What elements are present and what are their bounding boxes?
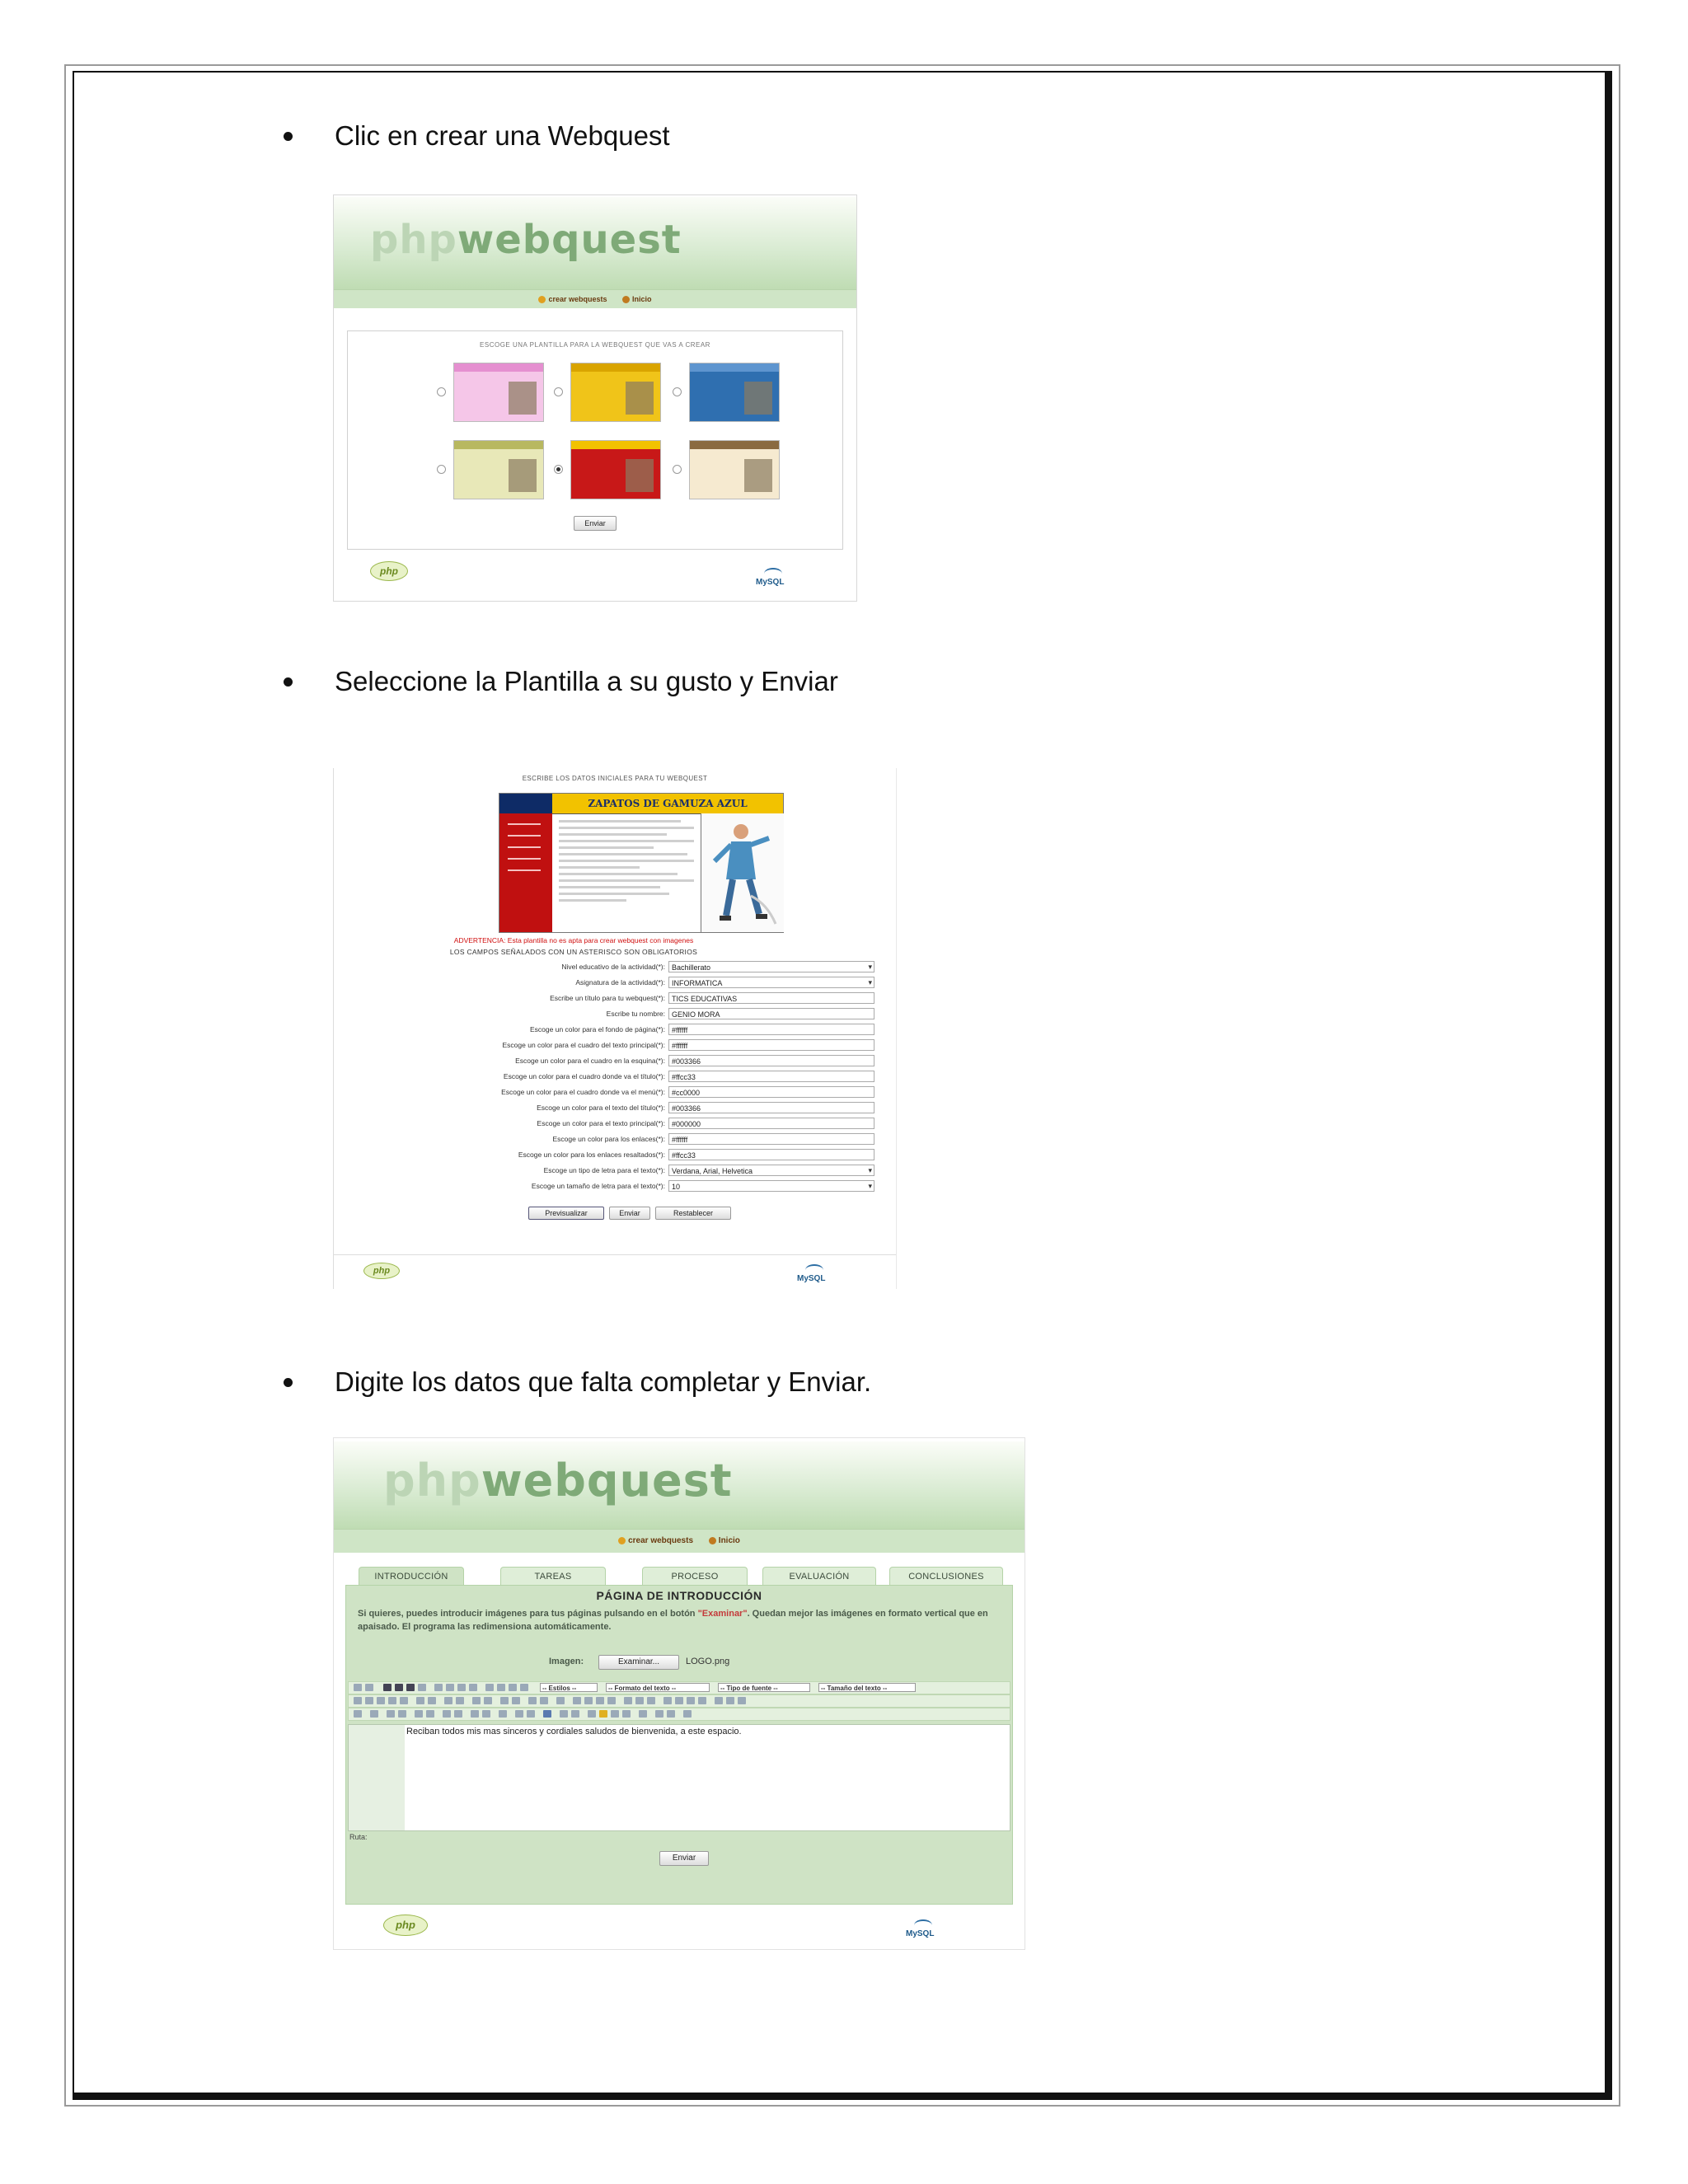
field-label: Escoge un color para los enlaces(*): [552, 1135, 665, 1143]
panel-caption: ESCOGE UNA PLANTILLA PARA LA WEBQUEST QUE VAS A CREAR [480, 341, 710, 349]
required-note: LOS CAMPOS SEÑALADOS CON UN ASTERISCO SON OBLIGATORIOS [449, 948, 698, 956]
mysql-logo: MySQL [797, 1274, 826, 1283]
template-preview [499, 793, 784, 933]
step-3-text: Digite los datos que falta completar y Enviar. [335, 1366, 872, 1397]
field-label: Escoge un color para el fondo de página(*): [530, 1025, 665, 1033]
browse-button[interactable]: Examinar... [598, 1655, 679, 1670]
path-label: Ruta: [349, 1833, 368, 1841]
template-thumbnail-3[interactable] [689, 363, 780, 422]
nav-link-create[interactable]: crear webquests [538, 295, 607, 303]
field-select[interactable]: Bachillerato ▾ [668, 961, 874, 972]
bullet-dot [284, 132, 293, 141]
editor-toolbar-3 [348, 1708, 1010, 1721]
screenshot-initial-data-form [333, 768, 897, 1289]
field-input[interactable]: #003366 [668, 1102, 874, 1113]
submit-button[interactable]: Enviar [574, 516, 617, 531]
nav-link-home[interactable]: Inicio [622, 295, 652, 303]
nav-link-create[interactable]: crear webquests [618, 1536, 693, 1545]
field-label: Nivel educativo de la actividad(*): [561, 963, 665, 971]
template-radio-5[interactable] [554, 465, 563, 474]
site-logo: phpwebquest [383, 1455, 733, 1507]
preview-corner [499, 794, 552, 813]
editor-toolbar-1 [348, 1681, 1010, 1694]
preview-menu [499, 813, 552, 932]
form-row [334, 1086, 897, 1100]
dancer-figure-icon [701, 813, 784, 932]
field-select[interactable]: Verdana, Arial, Helvetica ▾ [668, 1165, 874, 1176]
form-row [334, 992, 897, 1006]
template-radio-3[interactable] [673, 387, 682, 396]
template-thumbnail-1[interactable] [453, 363, 544, 422]
php-logo: php [363, 1263, 400, 1279]
site-header [334, 1441, 1025, 1529]
field-label: Escoge un color para el cuadro del texto principal(*): [502, 1041, 665, 1049]
intro-instructions: Si quieres, puedes introducir imágenes para tus páginas pulsando en el botón "Examinar". Quedan mejor las imágenes en formato vertical que en apaisado. El programa las redimensiona automáticamente. [358, 1609, 988, 1632]
field-input[interactable]: #ffffff [668, 1024, 874, 1035]
tab-conclusiones[interactable]: CONCLUSIONES [889, 1567, 1003, 1586]
bullet-dot [284, 677, 293, 687]
top-nav [334, 1529, 1025, 1553]
editor-toolbar-2 [348, 1694, 1010, 1708]
template-panel [347, 330, 843, 550]
field-input[interactable]: #ffffff [668, 1039, 874, 1051]
field-input[interactable]: #ffffff [668, 1133, 874, 1145]
field-input[interactable]: GENIO MORA [668, 1008, 874, 1019]
nav-link-home[interactable]: Inicio [709, 1536, 740, 1545]
tab-introduccion[interactable]: INTRODUCCIÓN [359, 1567, 464, 1586]
field-input[interactable]: #ffcc33 [668, 1149, 874, 1160]
send-button[interactable]: Enviar [609, 1207, 650, 1220]
section-tabs [345, 1567, 1013, 1585]
field-input[interactable]: TICS EDUCATIVAS [668, 992, 874, 1004]
home-icon [709, 1537, 716, 1544]
form-row [334, 1024, 897, 1038]
field-label: Escoge un color para el cuadro en la esquina(*): [515, 1057, 665, 1065]
field-label: Escoge un color para los enlaces resaltados(*): [518, 1151, 665, 1159]
site-header [334, 197, 856, 289]
field-label: Escoge un tipo de letra para el texto(*): [543, 1166, 665, 1174]
form-heading: ESCRIBE LOS DATOS INICIALES PARA TU WEBQUEST [522, 775, 708, 782]
format-select[interactable]: -- Formato del texto -- [606, 1683, 710, 1692]
field-label: Escoge un tamaño de letra para el texto(*): [531, 1182, 665, 1190]
template-thumbnail-4[interactable] [453, 440, 544, 499]
tab-proceso[interactable]: PROCESO [642, 1567, 748, 1586]
template-thumbnail-5[interactable] [570, 440, 661, 499]
template-warning: ADVERTENCIA: Esta plantilla no es apta para crear webquest con imagenes [453, 936, 694, 944]
screenshot-introduction-editor [333, 1437, 1025, 1950]
mysql-logo: MySQL [756, 578, 785, 587]
reset-button[interactable]: Restablecer [655, 1207, 731, 1220]
field-label: Escribe un título para tu webquest(*): [550, 994, 665, 1002]
form-row [334, 1071, 897, 1085]
create-icon [618, 1537, 626, 1544]
template-radio-2[interactable] [554, 387, 563, 396]
field-select[interactable]: 10 ▾ [668, 1180, 874, 1192]
form-row [334, 1149, 897, 1163]
screenshot-template-chooser [333, 194, 857, 602]
editor-content: Reciban todos mis mas sinceros y cordiales saludos de bienvenida, a este espacio. [406, 1727, 742, 1736]
field-input[interactable]: #cc0000 [668, 1086, 874, 1098]
mysql-logo: MySQL [906, 1929, 935, 1938]
template-radio-4[interactable] [437, 465, 446, 474]
form-row [334, 977, 897, 991]
form-row [334, 1165, 897, 1179]
form-row [334, 1008, 897, 1022]
preview-figure [701, 813, 784, 932]
tab-evaluacion[interactable]: EVALUACIÓN [762, 1567, 876, 1586]
form-row [334, 1180, 897, 1194]
file-name: LOGO.png [686, 1657, 730, 1666]
step-2-text: Seleccione la Plantilla a su gusto y Enviar [335, 666, 838, 696]
intro-panel [345, 1585, 1013, 1905]
rich-text-editor[interactable] [348, 1724, 1010, 1831]
tab-tareas[interactable]: TAREAS [500, 1567, 606, 1586]
bullet-dot [284, 1378, 293, 1387]
field-input[interactable]: #003366 [668, 1055, 874, 1066]
form-row [334, 1118, 897, 1132]
styles-select[interactable]: -- Estilos -- [540, 1683, 598, 1692]
form-row [334, 1102, 897, 1116]
submit-button[interactable]: Enviar [659, 1851, 709, 1866]
field-select[interactable]: INFORMATICA ▾ [668, 977, 874, 988]
image-label: Imagen: [549, 1657, 584, 1666]
form-row [334, 1039, 897, 1053]
form-row [334, 1133, 897, 1147]
template-thumbnail-2[interactable] [570, 363, 661, 422]
form-row [334, 1055, 897, 1069]
field-label: Escribe tu nombre: [606, 1010, 665, 1018]
preview-title: ZAPATOS DE GAMUZA AZUL [552, 794, 783, 814]
create-icon [538, 296, 546, 303]
field-input[interactable]: #000000 [668, 1118, 874, 1129]
field-label: Escoge un color para el texto principal(*): [537, 1119, 665, 1127]
field-label: Escoge un color para el cuadro donde va el menú(*): [501, 1088, 665, 1096]
size-select[interactable]: -- Tamaño del texto -- [818, 1683, 916, 1692]
footer-divider [334, 1254, 896, 1255]
step-1-text: Clic en crear una Webquest [335, 120, 670, 151]
top-nav [334, 289, 856, 308]
field-label: Asignatura de la actividad(*): [575, 978, 665, 987]
form-row [334, 961, 897, 975]
template-radio-6[interactable] [673, 465, 682, 474]
php-logo: php [370, 561, 408, 581]
template-thumbnail-6[interactable] [689, 440, 780, 499]
preview-text-lines [559, 820, 694, 906]
php-logo: php [383, 1915, 428, 1936]
field-input[interactable]: #ffcc33 [668, 1071, 874, 1082]
font-select[interactable]: -- Tipo de fuente -- [718, 1683, 810, 1692]
page-title: PÁGINA DE INTRODUCCIÓN [596, 1589, 762, 1602]
field-label: Escoge un color para el texto del título(*): [537, 1104, 665, 1112]
preview-button[interactable]: Previsualizar [528, 1207, 604, 1220]
home-icon [622, 296, 630, 303]
template-radio-1[interactable] [437, 387, 446, 396]
field-label: Escoge un color para el cuadro donde va el título(*): [503, 1072, 665, 1080]
site-logo: phpwebquest [370, 217, 682, 263]
editor-margin [349, 1725, 405, 1830]
